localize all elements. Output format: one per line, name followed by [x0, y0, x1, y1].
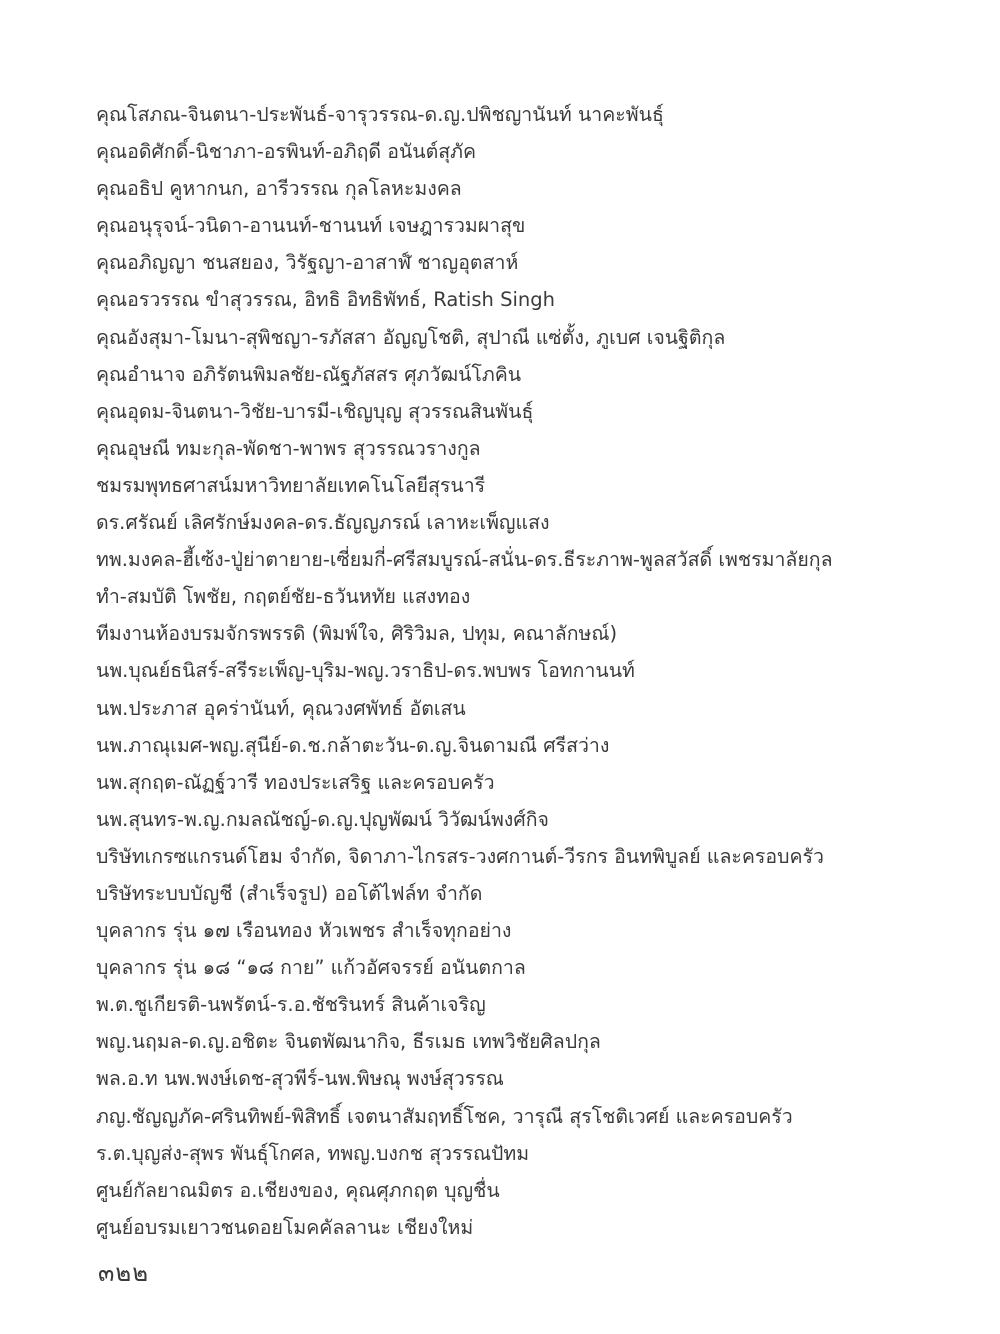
list-item: ทำ-สมบัติ โพชัย, กฤตย์ชัย-ธวันหทัย แสงทอง	[96, 585, 471, 609]
list-item: นพ.สุนทร-พ.ญ.กมลณัชญ์-ด.ญ.ปุญพัฒน์ วิวัฒน์พงศ์กิจ	[96, 807, 549, 831]
list-item: คุณอดิศักดิ์-นิชาภา-อรพินท์-อภิฤดี อนันต์สุภัค	[96, 140, 477, 164]
list-item: ทีมงานห้องบรมจักรพรรดิ (พิมพ์ใจ, ศิริวิมล, ปทุม, คณาลักษณ์)	[96, 622, 618, 646]
list-item: ศูนย์กัลยาณมิตร อ.เชียงของ, คุณศุภกฤต บุญชื่น	[96, 1178, 500, 1202]
list-item: พญ.นฤมล-ด.ญ.อชิตะ จินตพัฒนากิจ, ธีรเมธ เทพวิชัยศิลปกุล	[96, 1030, 601, 1054]
list-item: นพ.ประภาส อุคร่านันท์, คุณวงศพัทธ์ อัตเสน	[96, 696, 466, 720]
list-item: คุณอุษณี ทมะกุล-พัดชา-พาพร สุวรรณวรางกูล	[96, 436, 481, 460]
list-item: คุณอรวรรณ ขำสุวรรณ, อิทธิ อิทธิพัทธ์, Ratish Singh	[96, 288, 555, 312]
list-item: ศูนย์อบรมเยาวชนดอยโมคคัลลานะ เชียงใหม่	[96, 1215, 474, 1239]
list-item: ดร.ศรัณย์ เลิศรักษ์มงคล-ดร.ธัญญภรณ์ เลาหะเพ็ญแสง	[96, 511, 550, 535]
list-item: นพ.บุณย์ธนิสร์-สรีระเพ็ญ-บุริม-พญ.วราธิป-ดร.พบพร โอทกานนท์	[96, 659, 635, 683]
list-item: ชมรมพุทธศาสน์มหาวิทยาลัยเทคโนโลยีสุรนารี	[96, 473, 486, 497]
list-item: พ.ต.ชูเกียรติ-นพรัตน์-ร.อ.ชัชรินทร์ สินค้าเจริญ	[96, 993, 486, 1017]
list-item: คุณอุดม-จินตนา-วิชัย-บารมี-เชิญบุญ สุวรรณสินพันธุ์	[96, 399, 534, 423]
donor-name-list	[96, 96, 976, 1246]
list-item: พล.อ.ท นพ.พงษ์เดช-สุวพีร์-นพ.พิษณุ พงษ์สุวรรณ	[96, 1067, 504, 1091]
page-number: ๓๒๒	[98, 1259, 150, 1287]
list-item: นพ.สุกฤต-ณัฏฐ์วารี ทองประเสริฐ และครอบครัว	[96, 770, 495, 794]
list-item: นพ.ภาณุเมศ-พญ.สุนีย์-ด.ช.กล้าตะวัน-ด.ญ.จินดามณี ศรีสว่าง	[96, 733, 610, 757]
list-item: คุณอังสุมา-โมนา-สุพิชญา-รภัสสา อัญญโชติ, สุปาณี แซ่ตั้ง, ภูเบศ เจนฐิติกุล	[96, 325, 726, 349]
list-item: คุณโสภณ-จินตนา-ประพันธ์-จารุวรรณ-ด.ญ.ปพิชญานันท์ นาคะพันธุ์	[96, 103, 664, 126]
list-item: คุณอำนาจ อภิรัตนพิมลชัย-ณัฐภัสสร ศุภวัฒน์โภคิน	[96, 362, 522, 386]
list-item: ทพ.มงคล-ฮี้เซ้ง-ปู่ย่าตายาย-เซี่ยมกี่-ศรีสมบูรณ์-สนั่น-ดร.ธีระภาพ-พูลสวัสดิ์ เพชรมาลัยกุล	[96, 548, 833, 572]
list-item: คุณอธิป คูหากนก, อารีวรรณ กุลโลหะมงคล	[96, 177, 462, 201]
list-item: ภญ.ชัญญภัค-ศรินทิพย์-พิสิทธิ์ เจตนาสัมฤทธิ์โชค, วารุณี สุรโชติเวศย์ และครอบครัว	[96, 1104, 793, 1128]
list-item: บุคลากร รุ่น ๑๗ เรือนทอง หัวเพชร สำเร็จทุกอย่าง	[96, 919, 512, 943]
list-item: ร.ต.บุญส่ง-สุพร พันธุ์โกศล, ทพญ.บงกช สุวรรณปัทม	[96, 1141, 530, 1165]
list-item: คุณอนุรุจน์-วนิดา-อานนท์-ชานนท์ เจษฎารวมผาสุข	[96, 214, 526, 238]
list-item: คุณอภิญญา ชนสยอง, วิรัฐญา-อาสาฬ์ ชาญอุตสาห์	[96, 251, 519, 275]
list-item: บริษัทเกรซแกรนด์โฮม จำกัด, จิดาภา-ไกรสร-วงศกานต์-วีรกร อินทพิบูลย์ และครอบครัว	[96, 844, 824, 868]
list-item: บริษัทระบบบัญชี (สำเร็จรูป) ออโต้ไฟล์ท จำกัด	[96, 881, 483, 905]
list-item: บุคลากร รุ่น ๑๘ “๑๘ กาย” แก้วอัศจรรย์ อนันตกาล	[96, 956, 526, 980]
